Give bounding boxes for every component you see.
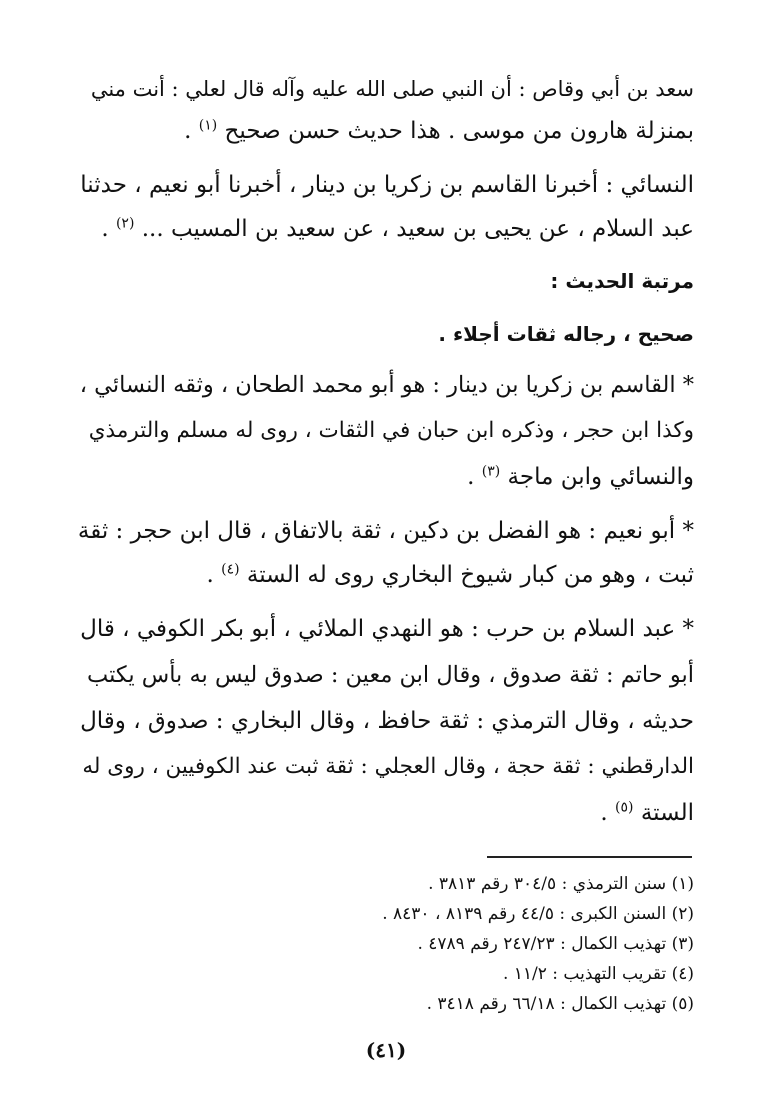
text-line: سعد بن أبي وقاص : أن النبي صلى الله عليه وآله قال لعلي : أنت مني [90,77,694,101]
text-line: * عبد السلام بن حرب : هو النهدي الملائي ، أبو بكر الكوفي ، قال [80,616,694,642]
footnote: (٥) تهذيب الكمال : ٦٦/١٨ رقم ٣٤١٨ . [426,994,694,1014]
text-line: النسائي : أخبرنا القاسم بن زكريا بن دينار ، أخبرنا أبو نعيم ، حدثنا [80,172,694,198]
page-number: (٤١) [365,1038,407,1062]
footnote-ref: (٤) [221,561,240,578]
text-line: * أبو نعيم : هو الفضل بن دكين ، ثقة بالاتفاق ، قال ابن حجر : ثقة [77,518,694,544]
footnote-ref: (٣) [481,463,501,480]
footnote: (٤) تقريب التهذيب : ١١/٢ . [502,964,694,984]
text-line: الدارقطني : ثقة حجة ، وقال العجلي : ثقة ثبت عند الكوفيين ، روى له [82,754,694,779]
footnote: (٢) السنن الكبرى : ٤٤/٥ رقم ٨١٣٩ ، ٨٤٣٠ . [382,904,694,924]
footnote: (١) سنن الترمذي : ٣٠٤/٥ رقم ٣٨١٣ . [428,874,694,894]
section-heading: مرتبة الحديث : [550,269,694,293]
text-line: أبو حاتم : ثقة صدوق ، وقال ابن معين : صدوق ليس به بأس يكتب [87,662,694,688]
text-line: عبد السلام ، عن يحيى بن سعيد ، عن سعيد بن المسيب ... $^{(٢)}$ . [101,215,694,242]
footnote: (٣) تهذيب الكمال : ٢٤٧/٢٣ رقم ٤٧٨٩ . [417,934,694,954]
footnote-ref: (١) [198,117,218,134]
text-line: الستة $^{(٥)}$ . [600,799,694,826]
text-line: والنسائي وابن ماجة $^{(٣)}$ . [467,463,694,490]
grading-line: صحيح ، رجاله ثقات أجلاء . [438,322,694,346]
text-line: ثبت ، وهو من كبار شيوخ البخاري روى له الستة $^{(٤)}$ . [206,561,694,588]
text-line: * القاسم بن زكريا بن دينار : هو أبو محمد الطحان ، وثقه النسائي ، [79,372,694,398]
footnote-ref: (٢) [115,215,135,232]
text-line: بمنزلة هارون من موسى . هذا حديث حسن صحيح $^{(١)}$ . [184,117,694,144]
footnote-divider [487,856,692,858]
footnote-ref: (٥) [615,799,634,816]
text-line: حديثه ، وقال الترمذي : ثقة حافظ ، وقال البخاري : صدوق ، وقال [80,708,694,734]
text-line: وكذا ابن حجر ، وذكره ابن حبان في الثقات ، روى له مسلم والترمذي [88,418,694,443]
